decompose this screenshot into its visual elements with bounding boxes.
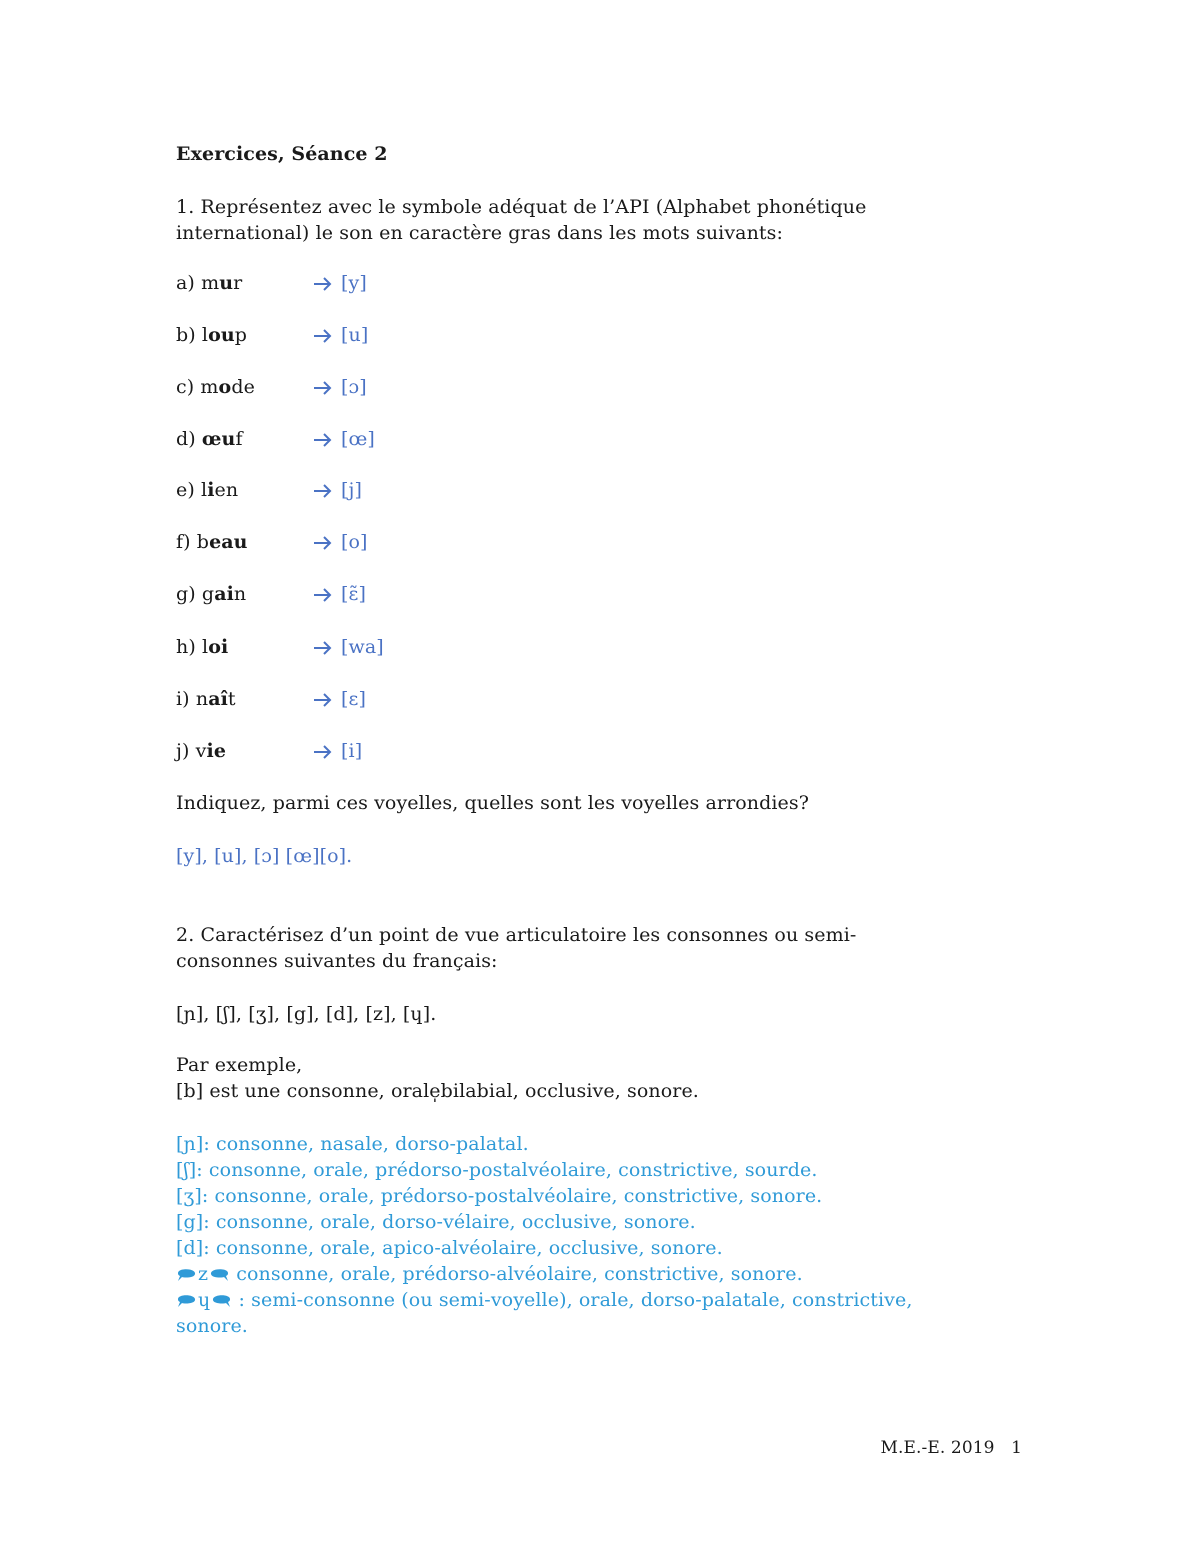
arrow-right-icon xyxy=(313,276,333,292)
page-footer: M.E.-E. 2019 1 xyxy=(880,1438,1022,1458)
speech-bubble-icon xyxy=(208,1266,230,1282)
rounded-vowels-answer: [y], [u], [ɔ] [œ][o]. xyxy=(176,845,353,867)
page-title: Exercices, Séance 2 xyxy=(176,143,388,165)
answer: [o] xyxy=(313,531,368,553)
speech-bubble-icon xyxy=(176,1292,198,1308)
speech-bubble-icon xyxy=(210,1292,232,1308)
arrow-right-icon xyxy=(313,328,333,344)
question-1-line-1: 1. Représentez avec le symbole adéquat de l’API (Alphabet phonétique xyxy=(176,196,867,218)
word-label: d) œuf xyxy=(176,428,243,450)
arrow-right-icon xyxy=(313,432,333,448)
example-sentence: [b] est une consonne, orale̩bilabial, occlusive, sonore. xyxy=(176,1080,699,1102)
question-2-line-2: consonnes suivantes du français: xyxy=(176,950,498,972)
answer: [œ] xyxy=(313,428,375,450)
word-label: j) vie xyxy=(176,740,227,762)
arrow-right-icon xyxy=(313,744,333,760)
arrow-right-icon xyxy=(313,587,333,603)
word-label: g) gain xyxy=(176,583,247,605)
word-label: h) loi xyxy=(176,636,229,658)
consonant-symbols: [ɲ], [ʃ], [ʒ], [g], [d], [z], [ɥ]. xyxy=(176,1003,437,1025)
arrow-right-icon xyxy=(313,380,333,396)
answer: [ɛ̃] xyxy=(313,583,366,605)
word-label: a) mur xyxy=(176,272,243,294)
example-intro: Par exemple, xyxy=(176,1054,303,1076)
word-label: b) loup xyxy=(176,324,248,346)
answer-line-h-cont: sonore. xyxy=(176,1315,248,1337)
answer: [j] xyxy=(313,479,362,501)
answer-line: [d]: consonne, orale, apico-alvéolaire, occlusive, sonore. xyxy=(176,1237,723,1259)
word-label: i) naît xyxy=(176,688,236,710)
answer: [y] xyxy=(313,272,367,294)
arrow-right-icon xyxy=(313,692,333,708)
answer-line: [ɲ]: consonne, nasale, dorso-palatal. xyxy=(176,1133,529,1155)
answer-line: [g]: consonne, orale, dorso-vélaire, occlusive, sonore. xyxy=(176,1211,696,1233)
rounded-vowels-question: Indiquez, parmi ces voyelles, quelles sont les voyelles arrondies? xyxy=(176,792,810,814)
answer-line-z: z consonne, orale, prédorso-alvéolaire, constrictive, sonore. xyxy=(176,1263,803,1285)
answer-line: [ʒ]: consonne, orale, prédorso-postalvéolaire, constrictive, sonore. xyxy=(176,1185,823,1207)
answer-line: [ʃ]: consonne, orale, prédorso-postalvéolaire, constrictive, sourde. xyxy=(176,1159,818,1181)
word-label: c) mode xyxy=(176,376,255,398)
arrow-right-icon xyxy=(313,535,333,551)
question-2-line-1: 2. Caractérisez d’un point de vue articulatoire les consonnes ou semi- xyxy=(176,924,857,946)
speech-bubble-icon xyxy=(176,1266,198,1282)
word-label: f) beau xyxy=(176,531,248,553)
question-1-line-2: international) le son en caractère gras dans les mots suivants: xyxy=(176,222,784,244)
answer: [ɛ] xyxy=(313,688,366,710)
answer: [i] xyxy=(313,740,362,762)
answer: [wa] xyxy=(313,636,384,658)
arrow-right-icon xyxy=(313,483,333,499)
answer-line-h: ɥ : semi-consonne (ou semi-voyelle), orale, dorso-palatale, constrictive, xyxy=(176,1289,913,1311)
answer: [ɔ] xyxy=(313,376,367,398)
arrow-right-icon xyxy=(313,640,333,656)
word-label: e) lien xyxy=(176,479,239,501)
answer: [u] xyxy=(313,324,368,346)
